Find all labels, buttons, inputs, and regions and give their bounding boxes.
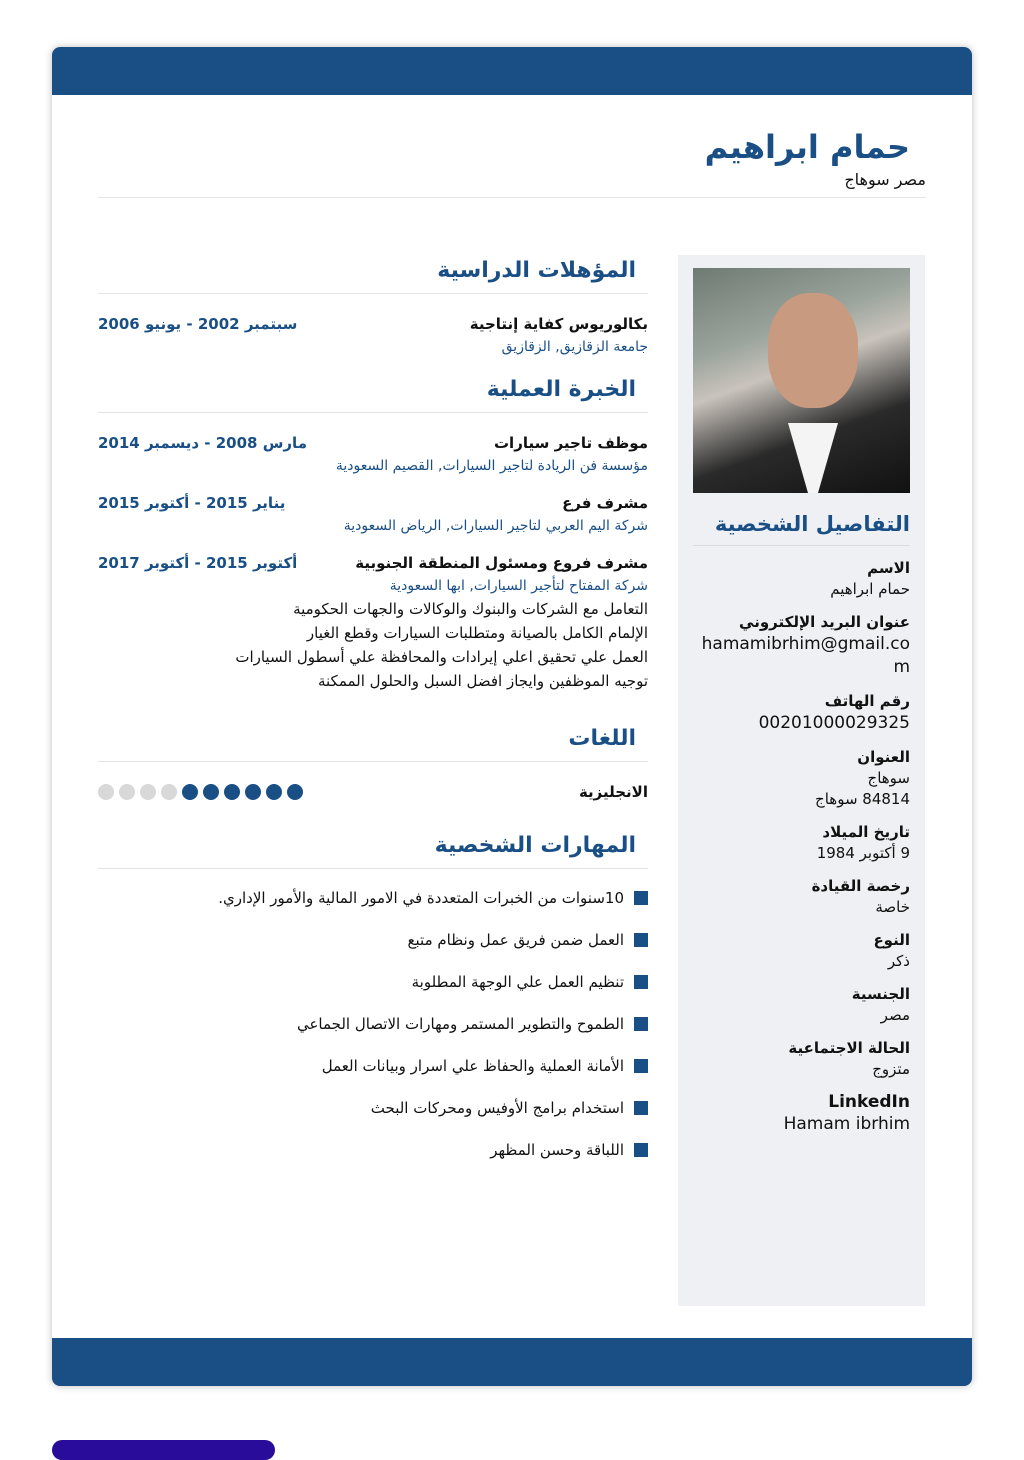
resume-card [52, 47, 972, 1386]
degree: بكالوريوس كفاية إنتاجية [469, 315, 648, 333]
bullet-square-icon [634, 933, 648, 947]
duties [98, 597, 648, 693]
level-dot [224, 784, 240, 800]
profile-photo [693, 268, 910, 493]
company: شركة اليم العربي لتاجير السيارات, الرياض السعودية [343, 518, 648, 534]
level-dot [182, 784, 198, 800]
skill-text: اللباقة وحسن المظهر [490, 1141, 624, 1159]
skill-text: 10سنوات من الخبرات المتعددة في الامور المالية والأمور الإداري. [218, 889, 624, 907]
detail-label: تاريخ الميلاد [822, 823, 910, 841]
skill-text: استخدام برامج الأوفيس ومحركات البحث [370, 1099, 624, 1117]
detail-label: النوع [873, 931, 910, 949]
languages-title: اللغات [98, 723, 648, 762]
detail-label: الحالة الاجتماعية [788, 1039, 910, 1057]
language-item [98, 780, 648, 804]
level-dot [266, 784, 282, 800]
experience-item [98, 431, 648, 477]
level-dot [287, 784, 303, 800]
bullet-square-icon [634, 975, 648, 989]
level-dot [203, 784, 219, 800]
experience-item [98, 491, 648, 537]
bullet-square-icon [634, 1101, 648, 1115]
detail-value: Hamam ibrhim [783, 1114, 910, 1134]
duty: التعامل مع الشركات والبنوك والوكالات والجهات الحكومية [293, 600, 648, 618]
detail-label: عنوان البريد الإلكتروني [739, 613, 910, 631]
candidate-name: حمام ابراهيم [704, 128, 910, 166]
detail-label: رقم الهاتف [824, 692, 910, 710]
bullet-square-icon [634, 1059, 648, 1073]
level-dot [161, 784, 177, 800]
detail-value: ذكر [887, 952, 910, 970]
skills-title: المهارات الشخصية [98, 830, 648, 869]
detail-value: مصر [880, 1006, 910, 1024]
skill-text: العمل ضمن فريق عمل ونظام متبع [407, 931, 624, 949]
detail-label: الجنسية [851, 985, 910, 1003]
detail-value: hamamibrhim@gmail.com [701, 634, 910, 677]
duty: الإلمام الكامل بالصيانة ومتطلبات السيارات وقطع الغيار [306, 624, 648, 642]
detail-label: الاسم [867, 559, 910, 577]
skill-item [98, 971, 648, 1013]
education-item [98, 312, 648, 358]
skill-item [98, 1013, 648, 1055]
level-dot [119, 784, 135, 800]
dates: مارس 2008 - ديسمبر 2014 [98, 434, 307, 452]
skill-item [98, 1097, 648, 1139]
company: شركة المفتاح لتأجير السيارات, ابها السعودية [389, 578, 648, 594]
detail-value: 9 أكتوبر 1984 [816, 844, 910, 862]
detail-value: حمام ابراهيم [830, 580, 910, 598]
role: مشرف فرع [562, 494, 648, 512]
education-title: المؤهلات الدراسية [98, 255, 648, 294]
company: مؤسسة فن الريادة لتاجير السيارات, القصيم السعودية [335, 458, 648, 474]
skills-list [98, 887, 648, 1181]
skill-item [98, 1139, 648, 1181]
skill-item [98, 887, 648, 929]
language-level [98, 784, 303, 800]
experience-title: الخبرة العملية [98, 374, 648, 413]
school: جامعة الزقازيق, الزقازيق [501, 339, 648, 355]
experience-item [98, 551, 648, 693]
level-dot [98, 784, 114, 800]
skill-text: الأمانة العملية والحفاظ علي اسرار وبيانات العمل [321, 1057, 624, 1075]
details-list [693, 558, 910, 1136]
skill-text: الطموح والتطوير المستمر ومهارات الاتصال الجماعي [296, 1015, 624, 1033]
skill-item [98, 1055, 648, 1097]
candidate-location: مصر سوهاج [844, 170, 926, 189]
detail-value: خاصة [875, 898, 910, 916]
language-name: الانجليزية [578, 783, 648, 801]
level-dot [140, 784, 156, 800]
detail-value: متزوج [872, 1060, 910, 1078]
header-bar [52, 47, 972, 95]
personal-details-sidebar [678, 255, 925, 1306]
detail-label: رخصة القيادة [811, 877, 910, 895]
detail-value: 84814 سوهاج [815, 790, 910, 808]
bullet-square-icon [634, 891, 648, 905]
duty: توجيه الموظفين وايجاز افضل السبل والحلول الممكنة [317, 672, 648, 690]
detail-value: سوهاج [867, 769, 910, 787]
dates: يناير 2015 - أكتوبر 2015 [98, 494, 286, 512]
detail-value: 00201000029325 [758, 713, 910, 733]
personal-details-title: التفاصيل الشخصية [693, 509, 910, 546]
resume-header [98, 125, 926, 198]
detail-label: LinkedIn [828, 1092, 910, 1112]
role: مشرف فروع ومسئول المنطقة الجنوبية [355, 554, 648, 572]
duty: العمل علي تحقيق اعلي إيرادات والمحافظة علي أسطول السيارات [235, 648, 648, 666]
action-button[interactable] [52, 1440, 275, 1460]
skill-text: تنظيم العمل علي الوجهة المطلوبة [411, 973, 624, 991]
bullet-square-icon [634, 1143, 648, 1157]
dates: سبتمبر 2002 - يونيو 2006 [98, 315, 298, 333]
skill-item [98, 929, 648, 971]
detail-label: العنوان [857, 748, 910, 766]
bullet-square-icon [634, 1017, 648, 1031]
role: موظف تاجير سيارات [493, 434, 648, 452]
dates: أكتوبر 2015 - أكتوبر 2017 [98, 554, 298, 572]
footer-bar [52, 1338, 972, 1386]
level-dot [245, 784, 261, 800]
main-column [98, 255, 648, 1181]
